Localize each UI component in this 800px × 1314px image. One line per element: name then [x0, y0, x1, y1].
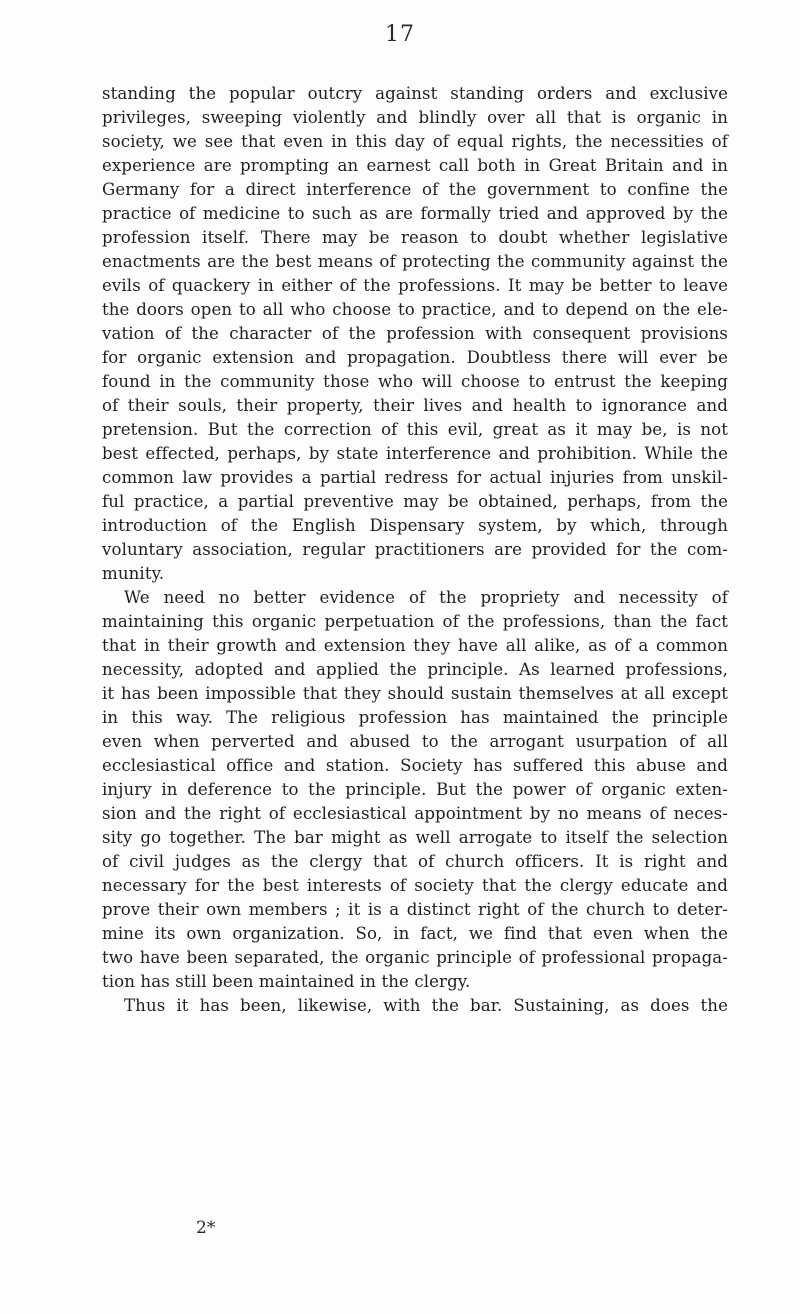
text-line: mine its own organization. So, in fact, we find that even when the	[102, 924, 728, 943]
text-line: evils of quackery in either of the professions. It may be better to leave	[102, 276, 728, 295]
text-line: Germany for a direct interference of the government to confine the	[102, 180, 728, 199]
body-text	[102, 82, 728, 1018]
text-line: We need no better evidence of the propriety and necessity of	[124, 588, 728, 607]
text-line: in this way. The religious profession has maintained the principle	[102, 708, 728, 727]
text-line: practice of medicine to such as are formally tried and approved by the	[102, 204, 728, 223]
text-line: Thus it has been, likewise, with the bar. Sustaining, as does the	[124, 996, 728, 1015]
text-line: injury in deference to the principle. But the power of organic exten-	[102, 780, 728, 799]
text-line: profession itself. There may be reason to doubt whether legislative	[102, 228, 728, 247]
text-line: the doors open to all who choose to practice, and to depend on the ele-	[102, 300, 728, 319]
text-line: common law provides a partial redress for actual injuries from unskil-	[102, 468, 728, 487]
text-line: munity.	[102, 564, 165, 583]
text-line: ful practice, a partial preventive may be obtained, perhaps, from the	[102, 492, 728, 511]
text-line: that in their growth and extension they have all alike, as of a common	[102, 636, 728, 655]
text-line: ecclesiastical office and station. Society has suffered this abuse and	[102, 756, 728, 775]
text-line: found in the community those who will choose to entrust the keeping	[102, 372, 728, 391]
text-line: introduction of the English Dispensary system, by which, through	[102, 516, 728, 535]
text-line: privileges, sweeping violently and blindly over all that is organic in	[102, 108, 728, 127]
text-line: necessary for the best interests of society that the clergy educate and	[102, 876, 728, 895]
text-line: sion and the right of ecclesiastical appointment by no means of neces-	[102, 804, 728, 823]
text-line: it has been impossible that they should sustain themselves at all except	[102, 684, 728, 703]
text-line: vation of the character of the profession with consequent provisions	[102, 324, 728, 343]
page-number: 17	[385, 22, 415, 47]
text-line: experience are prompting an earnest call both in Great Britain and in	[102, 156, 728, 175]
text-line: prove their own members ; it is a distinct right of the church to deter-	[102, 900, 728, 919]
text-line: enactments are the best means of protecting the community against the	[102, 252, 728, 271]
text-line: sity go together. The bar might as well arrogate to itself the selection	[102, 828, 728, 847]
text-line: voluntary association, regular practitioners are provided for the com-	[102, 540, 728, 559]
text-line: even when perverted and abused to the arrogant usurpation of all	[102, 732, 728, 751]
text-line: of their souls, their property, their lives and health to ignorance and	[102, 396, 728, 415]
text-line: society, we see that even in this day of equal rights, the necessities of	[102, 132, 728, 151]
text-line: pretension. But the correction of this evil, great as it may be, is not	[102, 420, 728, 439]
text-line: necessity, adopted and applied the principle. As learned professions,	[102, 660, 728, 679]
text-line: of civil judges as the clergy that of church officers. It is right and	[102, 852, 728, 871]
text-line: maintaining this organic perpetuation of the professions, than the fact	[102, 612, 728, 631]
text-line: tion has still been maintained in the clergy.	[102, 972, 471, 991]
text-line: two have been separated, the organic principle of professional propaga-	[102, 948, 728, 967]
text-line: standing the popular outcry against standing orders and exclusive	[102, 84, 728, 103]
text-line: best effected, perhaps, by state interference and prohibition. While the	[102, 444, 728, 463]
text-line: for organic extension and propagation. Doubtless there will ever be	[102, 348, 728, 367]
signature-mark: 2*	[196, 1218, 216, 1238]
